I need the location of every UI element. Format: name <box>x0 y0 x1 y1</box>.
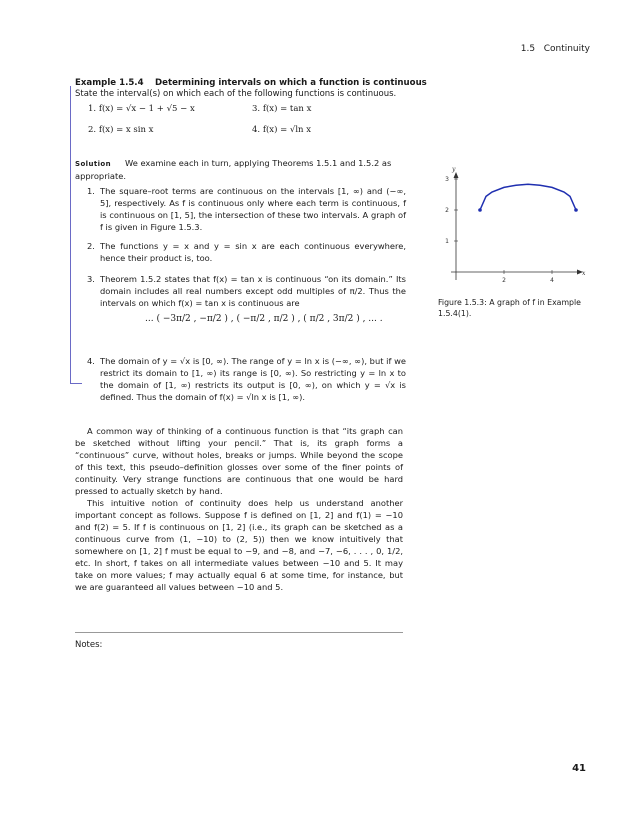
figure-graph <box>438 160 598 292</box>
notes-label: Notes: <box>75 640 103 650</box>
section-number: 1.5 <box>520 44 536 54</box>
function-curve <box>480 184 576 210</box>
page-number: 41 <box>572 763 586 774</box>
function-item: 4. f(x) = √ln x <box>252 125 312 135</box>
solution-item-text: The functions y = x and y = sin x are each continuous everywhere, hence their product is, too. <box>100 241 406 263</box>
endpoint-dot <box>574 208 578 212</box>
function-expression: f(x) = √ln x <box>262 125 312 135</box>
x-tick-label: 4 <box>550 277 554 284</box>
solution-label: Solution <box>75 160 111 168</box>
function-item: 3. f(x) = tan x <box>252 104 312 114</box>
body-paragraph: This intuitive notion of continuity does help us understand another important concept as follows. Suppose f is defined on [1, 2] and f(1) = −10 and f(2) = 5. If f is continuous on [1, 2] (i.e., its graph can be sketched as a continuous curve from (1, −10) to (2, 5)) then we know intuitively that somewhere on [1, 2] f must be equal to −9, and −8, and −7, −6, . . . , 0, 1/2, etc. In short, f takes on all intermediate values between −10 and 5. It may take on more values; f may actually equal 6 at some time, for instance, but we are guaranteed all values between −10 and 5. <box>75 498 403 592</box>
endpoint-dot <box>478 208 482 212</box>
notes-rule <box>75 632 403 633</box>
function-item: 1. f(x) = √x − 1 + √5 − x <box>88 104 195 114</box>
example-statement: State the interval(s) on which each of the following functions is continuous. <box>75 89 397 99</box>
solution-item: 2. The functions y = x and y = sin x are each continuous everywhere, hence their product is, too. <box>87 241 406 263</box>
section-title: Continuity <box>543 44 590 54</box>
tangent-intervals: ... ( −3π/2 , −π/2 ) , ( −π/2 , π/2 ) , ( π/2 , 3π/2 ) , ... . <box>145 314 383 324</box>
solution-item-text: The square–root terms are continuous on the intervals [1, ∞) and (−∞, 5], respectively. As f is continuous only where each term is continuous, f is continuous on [1, 5], the intersection of these two intervals. A graph of f is given in Figure 1.5.3. <box>100 186 406 232</box>
function-expression: f(x) = √x − 1 + √5 − x <box>98 104 195 114</box>
y-tick-label: 1 <box>445 238 449 245</box>
y-tick-label: 2 <box>445 207 449 214</box>
solution-intro <box>75 157 403 182</box>
solution-item: 3. Theorem 1.5.2 states that f(x) = tan x is continuous “on its domain.” Its domain includes all real numbers except odd multiples of π/2. Thus the intervals on which f(x) = tan x is continuous are <box>87 274 406 308</box>
example-heading <box>75 78 427 88</box>
solution-intro-text: We examine each in turn, applying Theorems 1.5.1 and 1.5.2 as appropriate. <box>75 158 392 181</box>
function-expression: f(x) = tan x <box>262 104 312 114</box>
function-expression: f(x) = x sin x <box>98 125 154 135</box>
x-tick-label: 2 <box>502 277 506 284</box>
solution-item-text: The domain of y = √x is [0, ∞). The range of y = ln x is (−∞, ∞), but if we restrict its domain to [1, ∞) its range is [0, ∞). So restricting y = ln x to the domain of [1, ∞) restricts its output is [0, ∞), on which y = √x is defined. Thus the domain of f(x) = √ln x is [1, ∞). <box>100 356 406 402</box>
curve-endpoints <box>478 208 578 212</box>
example-number: Example 1.5.4 <box>75 78 144 88</box>
solution-item: 4. The domain of y = √x is [0, ∞). The range of y = ln x is (−∞, ∞), but if we restrict its domain to [1, ∞) its range is [0, ∞). So restricting y = ln x to the domain of [1, ∞) restricts its output is [0, ∞), on which y = √x is defined. Thus the domain of f(x) = √ln x is [1, ∞). <box>87 356 406 402</box>
y-tick-label: 3 <box>445 176 449 183</box>
solution-item: 1. The square–root terms are continuous on the intervals [1, ∞) and (−∞, 5], respectively. As f is continuous only where each term is continuous, f is continuous on [1, 5], the intersection of these two intervals. A graph of f is given in Figure 1.5.3. <box>87 186 406 232</box>
y-axis-label: y <box>452 166 456 173</box>
running-head <box>521 44 590 54</box>
body-paragraph: A common way of thinking of a continuous function is that “its graph can be sketched without lifting your pencil.” That is, its graph forms a “continuous” curve, without holes, breaks or jumps. While beyond the scope of this text, this pseudo–definition glosses over some of the finer points of continuity. Very strange functions are continuous that one would be hard pressed to actually sketch by hand. <box>75 426 403 496</box>
x-axis-label: x <box>582 270 586 277</box>
figure-caption: Figure 1.5.3: A graph of f in Example 1.5.4(1). <box>438 298 581 318</box>
solution-item-text: Theorem 1.5.2 states that f(x) = tan x is continuous “on its domain.” Its domain includes all real numbers except odd multiples of π/2. Thus the intervals on which f(x) = tan x is continuous are <box>100 274 406 308</box>
example-title: Determining intervals on which a function is continuous <box>155 78 427 88</box>
function-item: 2. f(x) = x sin x <box>88 125 154 135</box>
example-side-rule <box>70 86 71 383</box>
